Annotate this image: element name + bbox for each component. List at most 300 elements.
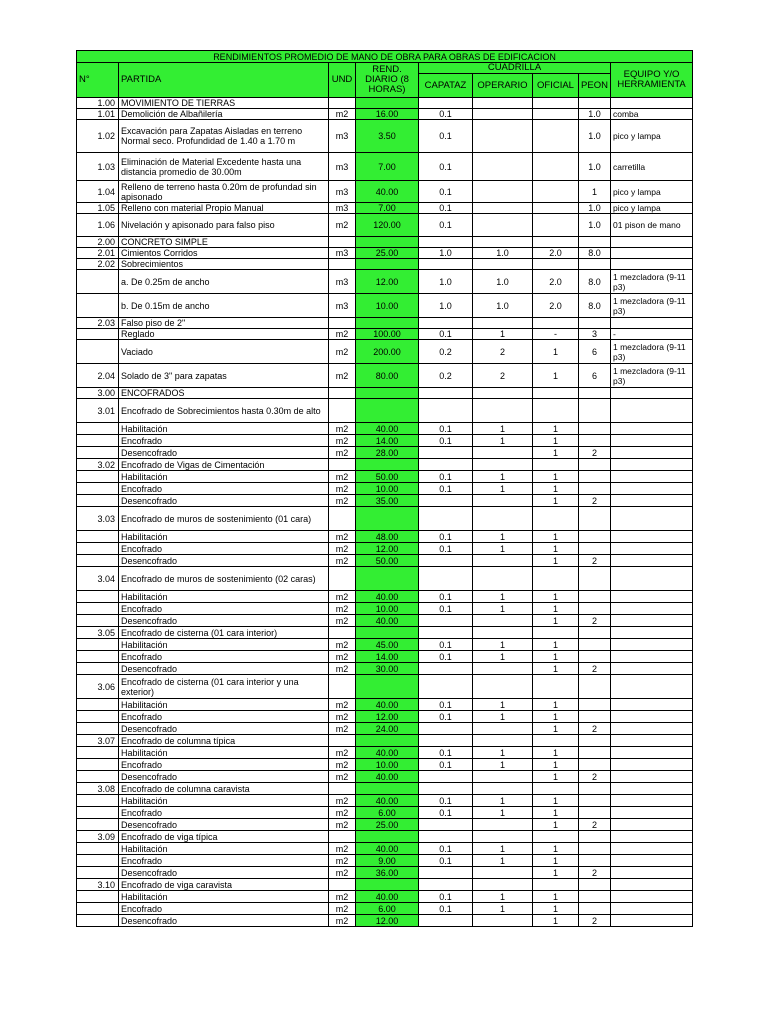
cell-equipo: [611, 98, 693, 109]
table-row: [77, 495, 693, 507]
table-row: [77, 615, 693, 627]
cell-capataz: [419, 819, 473, 831]
cell-peon: [579, 699, 611, 711]
cell-oficial: [533, 237, 579, 248]
cell-num: [77, 711, 119, 723]
cell-peon: 8.0: [579, 294, 611, 318]
cell-oficial: [533, 459, 579, 471]
table-row: [77, 181, 693, 203]
cell-partida: Habilitación: [119, 795, 329, 807]
table-row: [77, 759, 693, 771]
cell-und: m2: [329, 364, 356, 388]
cell-peon: [579, 471, 611, 483]
cell-operario: [473, 879, 533, 891]
cell-und: m2: [329, 435, 356, 447]
cell-rend: [356, 507, 419, 531]
cell-und: m2: [329, 109, 356, 120]
cell-und: [329, 507, 356, 531]
cell-partida: Desencofrado: [119, 495, 329, 507]
cell-rend: 100.00: [356, 329, 419, 340]
table-row: [77, 591, 693, 603]
cell-peon: [579, 639, 611, 651]
cell-operario: [473, 627, 533, 639]
cell-partida: Eliminación de Material Excedente hasta una distancia promedio de 30.00m: [119, 153, 329, 181]
cell-rend: 3.50: [356, 120, 419, 153]
cell-peon: [579, 891, 611, 903]
cell-num: [77, 270, 119, 294]
cell-capataz: 0.1: [419, 483, 473, 495]
cell-und: m2: [329, 603, 356, 615]
cell-capataz: [419, 555, 473, 567]
cell-oficial: 1: [533, 495, 579, 507]
table-row: [77, 735, 693, 747]
cell-peon: [579, 795, 611, 807]
cell-operario: 1: [473, 483, 533, 495]
cell-rend: [356, 399, 419, 423]
cell-peon: 2: [579, 615, 611, 627]
header-und: UND: [329, 63, 356, 98]
cell-equipo: [611, 435, 693, 447]
cell-num: 3.07: [77, 735, 119, 747]
cell-operario: 1: [473, 843, 533, 855]
cell-partida: Encofrado de columna típica: [119, 735, 329, 747]
cell-num: [77, 795, 119, 807]
cell-capataz: 0.1: [419, 855, 473, 867]
cell-oficial: 1: [533, 663, 579, 675]
cell-oficial: 1: [533, 483, 579, 495]
cell-capataz: 0.1: [419, 759, 473, 771]
cell-operario: [473, 783, 533, 795]
cell-partida: Desencofrado: [119, 615, 329, 627]
cell-equipo: [611, 248, 693, 259]
cell-und: [329, 259, 356, 270]
cell-oficial: 1: [533, 807, 579, 819]
header-peon: PEON: [579, 74, 611, 98]
cell-und: m2: [329, 807, 356, 819]
header-equipo: EQUIPO Y/O HERRAMIENTA: [611, 63, 693, 98]
cell-equipo: [611, 259, 693, 270]
cell-num: [77, 639, 119, 651]
cell-peon: [579, 627, 611, 639]
cell-oficial: 1: [533, 723, 579, 735]
cell-oficial: 1: [533, 843, 579, 855]
cell-capataz: 0.1: [419, 807, 473, 819]
cell-und: [329, 318, 356, 329]
cell-partida: Encofrado de viga caravista: [119, 879, 329, 891]
cell-und: m2: [329, 855, 356, 867]
cell-capataz: [419, 723, 473, 735]
cell-rend: 45.00: [356, 639, 419, 651]
cell-partida: Desencofrado: [119, 723, 329, 735]
header-oficial: OFICIAL: [533, 74, 579, 98]
cell-oficial: 1: [533, 747, 579, 759]
cell-capataz: [419, 388, 473, 399]
cell-equipo: [611, 639, 693, 651]
cell-partida: Encofrado de cisterna (01 cara interior): [119, 627, 329, 639]
cell-partida: Encofrado de cisterna (01 cara interior y una exterior): [119, 675, 329, 699]
cell-rend: [356, 627, 419, 639]
cell-equipo: [611, 388, 693, 399]
cell-equipo: 01 pison de mano: [611, 214, 693, 237]
cell-oficial: 2.0: [533, 294, 579, 318]
table-row: [77, 651, 693, 663]
cell-partida: Encofrado de columna caravista: [119, 783, 329, 795]
cell-rend: 14.00: [356, 651, 419, 663]
cell-rend: 14.00: [356, 435, 419, 447]
table-row: [77, 388, 693, 399]
cell-num: [77, 340, 119, 364]
cell-partida: Desencofrado: [119, 819, 329, 831]
cell-operario: 2: [473, 340, 533, 364]
cell-rend: 35.00: [356, 495, 419, 507]
cell-oficial: 1: [533, 543, 579, 555]
cell-partida: Habilitación: [119, 531, 329, 543]
cell-rend: 40.00: [356, 843, 419, 855]
cell-partida: Encofrado: [119, 807, 329, 819]
cell-capataz: 0.1: [419, 203, 473, 214]
cell-partida: Demolición de Albañilería: [119, 109, 329, 120]
cell-operario: 1: [473, 471, 533, 483]
cell-operario: 1: [473, 423, 533, 435]
cell-equipo: [611, 819, 693, 831]
cell-num: 1.00: [77, 98, 119, 109]
cell-operario: [473, 615, 533, 627]
cell-capataz: 0.1: [419, 531, 473, 543]
cell-und: m3: [329, 248, 356, 259]
cell-peon: 1.0: [579, 120, 611, 153]
cell-partida: Sobrecimientos: [119, 259, 329, 270]
cell-equipo: [611, 723, 693, 735]
cell-num: [77, 651, 119, 663]
cell-equipo: [611, 675, 693, 699]
cell-und: [329, 879, 356, 891]
cell-und: m2: [329, 867, 356, 879]
cell-num: [77, 903, 119, 915]
cell-partida: Nivelación y apisonado para falso piso: [119, 214, 329, 237]
cell-equipo: 1 mezcladora (9-11 p3): [611, 340, 693, 364]
cell-num: [77, 294, 119, 318]
table-row: [77, 423, 693, 435]
cell-num: 1.06: [77, 214, 119, 237]
cell-capataz: 0.1: [419, 795, 473, 807]
cell-rend: 50.00: [356, 471, 419, 483]
cell-und: m2: [329, 663, 356, 675]
cell-num: 1.05: [77, 203, 119, 214]
cell-rend: 200.00: [356, 340, 419, 364]
cell-oficial: 1: [533, 603, 579, 615]
cell-partida: Habilitación: [119, 639, 329, 651]
cell-peon: 6: [579, 364, 611, 388]
cell-oficial: [533, 399, 579, 423]
cell-rend: 7.00: [356, 153, 419, 181]
cell-equipo: [611, 807, 693, 819]
cell-partida: b. De 0.15m de ancho: [119, 294, 329, 318]
cell-capataz: 1.0: [419, 248, 473, 259]
cell-equipo: [611, 651, 693, 663]
cell-oficial: [533, 627, 579, 639]
cell-peon: 2: [579, 867, 611, 879]
cell-equipo: [611, 915, 693, 927]
cell-partida: Relleno de terreno hasta 0.20m de profundad sin apisonado: [119, 181, 329, 203]
cell-capataz: 0.1: [419, 891, 473, 903]
cell-oficial: [533, 318, 579, 329]
cell-equipo: [611, 879, 693, 891]
cell-num: 2.04: [77, 364, 119, 388]
cell-partida: Encofrado de Vigas de Cimentación: [119, 459, 329, 471]
cell-oficial: 1: [533, 471, 579, 483]
table-row: [77, 915, 693, 927]
cell-rend: 25.00: [356, 248, 419, 259]
cell-und: m2: [329, 340, 356, 364]
cell-equipo: [611, 459, 693, 471]
cell-peon: 8.0: [579, 248, 611, 259]
cell-num: 3.02: [77, 459, 119, 471]
cell-partida: Encofrado: [119, 603, 329, 615]
cell-rend: 40.00: [356, 891, 419, 903]
cell-num: [77, 471, 119, 483]
cell-und: [329, 459, 356, 471]
table-row: [77, 248, 693, 259]
cell-partida: Encofrado: [119, 435, 329, 447]
cell-oficial: 1: [533, 591, 579, 603]
cell-equipo: [611, 831, 693, 843]
cell-und: m2: [329, 591, 356, 603]
cell-und: m2: [329, 531, 356, 543]
cell-equipo: 1 mezcladora (9-11 p3): [611, 294, 693, 318]
cell-und: [329, 98, 356, 109]
cell-und: m2: [329, 819, 356, 831]
cell-und: m2: [329, 711, 356, 723]
table-row: [77, 340, 693, 364]
cell-oficial: [533, 98, 579, 109]
cell-equipo: [611, 843, 693, 855]
cell-capataz: 0.1: [419, 903, 473, 915]
cell-operario: 1.0: [473, 294, 533, 318]
cell-partida: Habilitación: [119, 471, 329, 483]
cell-partida: Habilitación: [119, 699, 329, 711]
table-row: [77, 699, 693, 711]
cell-oficial: 1: [533, 819, 579, 831]
cell-num: 3.09: [77, 831, 119, 843]
cell-num: [77, 447, 119, 459]
cell-num: [77, 555, 119, 567]
cell-und: m2: [329, 329, 356, 340]
cell-num: 3.03: [77, 507, 119, 531]
cell-num: [77, 329, 119, 340]
cell-oficial: 1: [533, 759, 579, 771]
cell-partida: Habilitación: [119, 843, 329, 855]
table-row: [77, 879, 693, 891]
cell-rend: 9.00: [356, 855, 419, 867]
cell-capataz: [419, 98, 473, 109]
cell-und: m3: [329, 270, 356, 294]
cell-num: [77, 855, 119, 867]
cell-equipo: [611, 711, 693, 723]
table-row: [77, 675, 693, 699]
cell-equipo: [611, 867, 693, 879]
cell-oficial: 1: [533, 639, 579, 651]
cell-peon: [579, 531, 611, 543]
cell-und: [329, 399, 356, 423]
cell-equipo: [611, 318, 693, 329]
cell-partida: Desencofrado: [119, 447, 329, 459]
cell-und: m2: [329, 759, 356, 771]
table-row: [77, 318, 693, 329]
table-row: [77, 663, 693, 675]
cell-capataz: 0.1: [419, 214, 473, 237]
cell-peon: [579, 237, 611, 248]
table-row: [77, 843, 693, 855]
cell-capataz: [419, 831, 473, 843]
cell-operario: [473, 867, 533, 879]
cell-und: m2: [329, 843, 356, 855]
table-row: [77, 259, 693, 270]
table-row: [77, 807, 693, 819]
cell-operario: 1: [473, 651, 533, 663]
cell-equipo: [611, 447, 693, 459]
cell-oficial: 1: [533, 615, 579, 627]
cell-operario: 1: [473, 759, 533, 771]
cell-und: m2: [329, 615, 356, 627]
cell-num: [77, 723, 119, 735]
cell-num: [77, 819, 119, 831]
cell-num: [77, 759, 119, 771]
cell-rend: 40.00: [356, 591, 419, 603]
cell-oficial: 1: [533, 867, 579, 879]
cell-oficial: [533, 259, 579, 270]
cell-num: [77, 543, 119, 555]
table-row: [77, 543, 693, 555]
cell-num: [77, 495, 119, 507]
cell-rend: 40.00: [356, 423, 419, 435]
cell-peon: [579, 423, 611, 435]
cell-capataz: [419, 507, 473, 531]
cell-equipo: [611, 795, 693, 807]
cell-operario: 1: [473, 435, 533, 447]
cell-oficial: [533, 567, 579, 591]
cell-oficial: [533, 153, 579, 181]
header-row-1: [77, 63, 693, 74]
cell-rend: [356, 567, 419, 591]
cell-peon: 1: [579, 181, 611, 203]
cell-oficial: [533, 181, 579, 203]
cell-und: m2: [329, 915, 356, 927]
cell-oficial: [533, 203, 579, 214]
cell-operario: 1: [473, 543, 533, 555]
cell-capataz: 0.1: [419, 711, 473, 723]
cell-rend: 28.00: [356, 447, 419, 459]
cell-capataz: [419, 771, 473, 783]
cell-und: m3: [329, 120, 356, 153]
cell-equipo: [611, 891, 693, 903]
table-row: [77, 603, 693, 615]
table-row: [77, 555, 693, 567]
cell-equipo: [611, 591, 693, 603]
cell-und: m2: [329, 771, 356, 783]
cell-partida: Excavación para Zapatas Aisladas en terreno Normal seco. Profundidad de 1.40 a 1.70 m: [119, 120, 329, 153]
cell-capataz: 0.1: [419, 153, 473, 181]
cell-operario: [473, 203, 533, 214]
cell-partida: Solado de 3" para zapatas: [119, 364, 329, 388]
table-body: [77, 98, 693, 927]
cell-rend: 6.00: [356, 807, 419, 819]
cell-peon: [579, 807, 611, 819]
cell-peon: [579, 318, 611, 329]
cell-operario: [473, 399, 533, 423]
cell-oficial: 1: [533, 891, 579, 903]
cell-peon: 2: [579, 819, 611, 831]
cell-partida: Encofrado: [119, 759, 329, 771]
cell-equipo: comba: [611, 109, 693, 120]
cell-equipo: [611, 759, 693, 771]
table-row: [77, 819, 693, 831]
cell-und: m2: [329, 699, 356, 711]
cell-equipo: [611, 471, 693, 483]
cell-und: m2: [329, 639, 356, 651]
cell-rend: [356, 388, 419, 399]
cell-capataz: [419, 879, 473, 891]
cell-capataz: [419, 675, 473, 699]
cell-capataz: 0.2: [419, 364, 473, 388]
cell-operario: [473, 318, 533, 329]
table-row: [77, 855, 693, 867]
cell-equipo: -: [611, 329, 693, 340]
cell-num: [77, 843, 119, 855]
cell-partida: Encofrado: [119, 651, 329, 663]
cell-oficial: 1: [533, 364, 579, 388]
cell-num: 1.04: [77, 181, 119, 203]
cell-und: m3: [329, 153, 356, 181]
cell-und: m3: [329, 294, 356, 318]
cell-partida: Habilitación: [119, 891, 329, 903]
table-row: [77, 867, 693, 879]
cell-oficial: 1: [533, 555, 579, 567]
cell-equipo: pico y lampa: [611, 203, 693, 214]
cell-peon: [579, 399, 611, 423]
table-row: [77, 294, 693, 318]
cell-partida: Encofrado: [119, 855, 329, 867]
cell-oficial: 1: [533, 531, 579, 543]
table-row: [77, 329, 693, 340]
cell-num: [77, 699, 119, 711]
header-num: N°: [77, 63, 119, 98]
cell-peon: [579, 855, 611, 867]
cell-num: 3.10: [77, 879, 119, 891]
cell-und: m2: [329, 471, 356, 483]
cell-operario: [473, 237, 533, 248]
cell-und: [329, 675, 356, 699]
cell-equipo: [611, 615, 693, 627]
cell-operario: 1: [473, 891, 533, 903]
cell-partida: MOVIMIENTO DE TIERRAS: [119, 98, 329, 109]
cell-equipo: [611, 555, 693, 567]
cell-equipo: [611, 735, 693, 747]
cell-operario: [473, 447, 533, 459]
header-capataz: CAPATAZ: [419, 74, 473, 98]
cell-equipo: 1 mezcladora (9-11 p3): [611, 364, 693, 388]
table-title: RENDIMIENTOS PROMEDIO DE MANO DE OBRA PARA OBRAS DE EDIFICACION: [77, 51, 693, 63]
cell-partida: CONCRETO SIMPLE: [119, 237, 329, 248]
table-row: [77, 507, 693, 531]
cell-equipo: [611, 855, 693, 867]
cell-und: m2: [329, 747, 356, 759]
header-partida: PARTIDA: [119, 63, 329, 98]
cell-equipo: [611, 531, 693, 543]
cell-rend: 48.00: [356, 531, 419, 543]
cell-rend: 16.00: [356, 109, 419, 120]
cell-num: 3.05: [77, 627, 119, 639]
cell-und: m2: [329, 555, 356, 567]
